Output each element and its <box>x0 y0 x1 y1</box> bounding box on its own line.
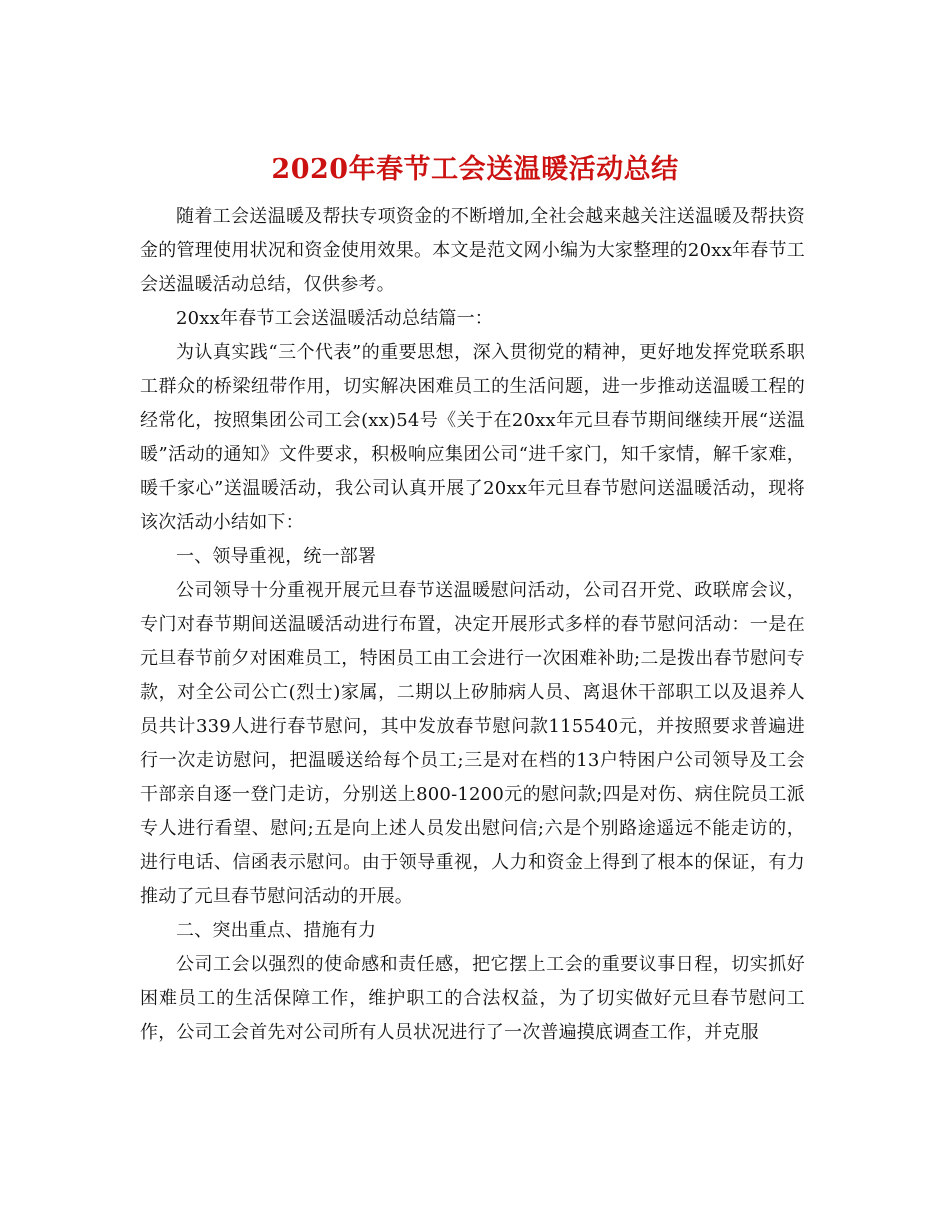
document-title: 2020年春节工会送温暖活动总结 <box>271 154 679 186</box>
document-body <box>140 200 805 1050</box>
paragraph-heading-2: 二、突出重点、措施有力 <box>176 920 377 941</box>
paragraph-leadership: 公司领导十分重视开展元旦春节送温暖慰问活动，公司召开党、政联席会议，专门对春节期间送温暖活动进行布置，决定开展形式多样的春节慰问活动：一是在元旦春节前夕对困难员工，特困员工由工会进行一次困难补助;二是拨出春节慰问专款，对全公司公亡(烈士)家属，二期以上矽肺病人员、离退休干部职工以及退养人员共计339人进行春节慰问，其中发放春节慰问款115540元，并按照要求普遍进行一次走访慰问，把温暖送给每个员工;三是对在档的13户特困户公司领导及工会干部亲自逐一登门走访，分别送上800-1200元的慰问款;四是对伤、病住院员工派专人进行看望、慰问;五是向上述人员发出慰问信;六是个别路途遥远不能走访的，进行电话、信函表示慰问。由于领导重视，人力和资金上得到了根本的保证，有力推动了元旦春节慰问活动的开展。 <box>140 580 805 907</box>
paragraph-section-heading: 20xx年春节工会送温暖活动总结篇一： <box>176 308 494 329</box>
paragraph-heading-1: 一、领导重视，统一部署 <box>176 546 377 567</box>
paragraph-background: 为认真实践“三个代表”的重要思想，深入贯彻党的精神，更好地发挥党联系职工群众的桥梁纽带作用，切实解决困难员工的生活问题，进一步推动送温暖工程的经常化，按照集团公司工会(xx)54号《关于在20xx年元旦春节期间继续开展“送温暖”活动的通知》文件要求，积极响应集团公司“进千家门，知千家情，解千家难，暖千家心”送温暖活动，我公司认真开展了20xx年元旦春节慰问送温暖活动，现将该次活动小结如下： <box>140 342 805 533</box>
paragraph-measures: 公司工会以强烈的使命感和责任感，把它摆上工会的重要议事日程，切实抓好困难员工的生活保障工作，维护职工的合法权益，为了切实做好元旦春节慰问工作，公司工会首先对公司所有人员状况进行了一次普遍摸底调查工作，并克服 <box>140 954 805 1043</box>
paragraph-intro: 随着工会送温暖及帮扶专项资金的不断增加,全社会越来越关注送温暖及帮扶资金的管理使用状况和资金使用效果。本文是范文网小编为大家整理的20xx年春节工会送温暖活动总结，仅供参考。 <box>140 206 805 295</box>
